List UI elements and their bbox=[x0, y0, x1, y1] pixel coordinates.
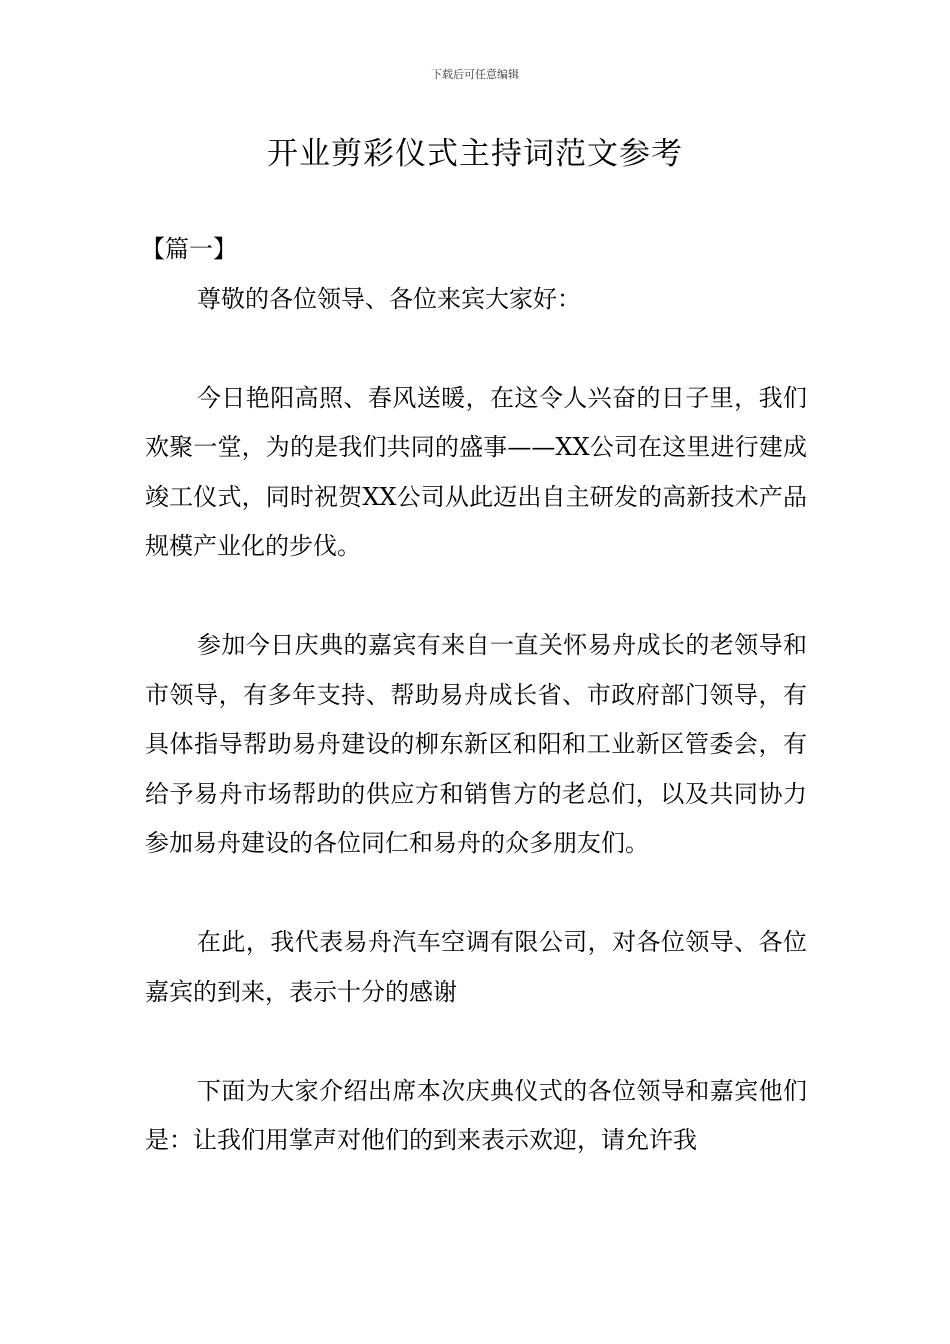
paragraph-introduction: 下面为大家介绍出席本次庆典仪式的各位领导和嘉宾他们是：让我们用掌声对他们的到来表示欢迎，请允许我 bbox=[145, 1076, 807, 1154]
paragraph-spacer bbox=[145, 572, 807, 622]
paragraph-opening: 今日艳阳高照、春风送暖，在这令人兴奋的日子里，我们欢聚一堂，为的是我们共同的盛事——XX公司在这里进行建成竣工仪式，同时祝贺XX公司从此迈出自主研发的高新技术产品规模产业化的步伐。 bbox=[145, 383, 807, 560]
paragraph-guests: 参加今日庆典的嘉宾有来自一直关怀易舟成长的老领导和市领导，有多年支持、帮助易舟成长省、市政府部门领导，有具体指导帮助易舟建设的柳东新区和阳和工业新区管委会，有给予易舟市场帮助的供应方和销售方的老总们，以及共同协力参加易舟建设的各位同仁和易舟的众多朋友们。 bbox=[145, 631, 807, 857]
document-body bbox=[141, 225, 807, 1166]
paragraph-spacer bbox=[145, 324, 807, 374]
document-title: 开业剪彩仪式主持词范文参考 bbox=[267, 136, 683, 172]
paragraph-spacer bbox=[145, 869, 807, 919]
paragraph-greeting: 尊敬的各位领导、各位来宾大家好： bbox=[197, 284, 581, 313]
header-note: 下载后可任意编辑 bbox=[431, 68, 519, 81]
paragraph-spacer bbox=[145, 1017, 807, 1067]
paragraph-thanks: 在此，我代表易舟汽车空调有限公司，对各位领导、各位嘉宾的到来，表示十分的感谢 bbox=[145, 928, 807, 1006]
section-label: 【篇一】 bbox=[141, 235, 237, 263]
